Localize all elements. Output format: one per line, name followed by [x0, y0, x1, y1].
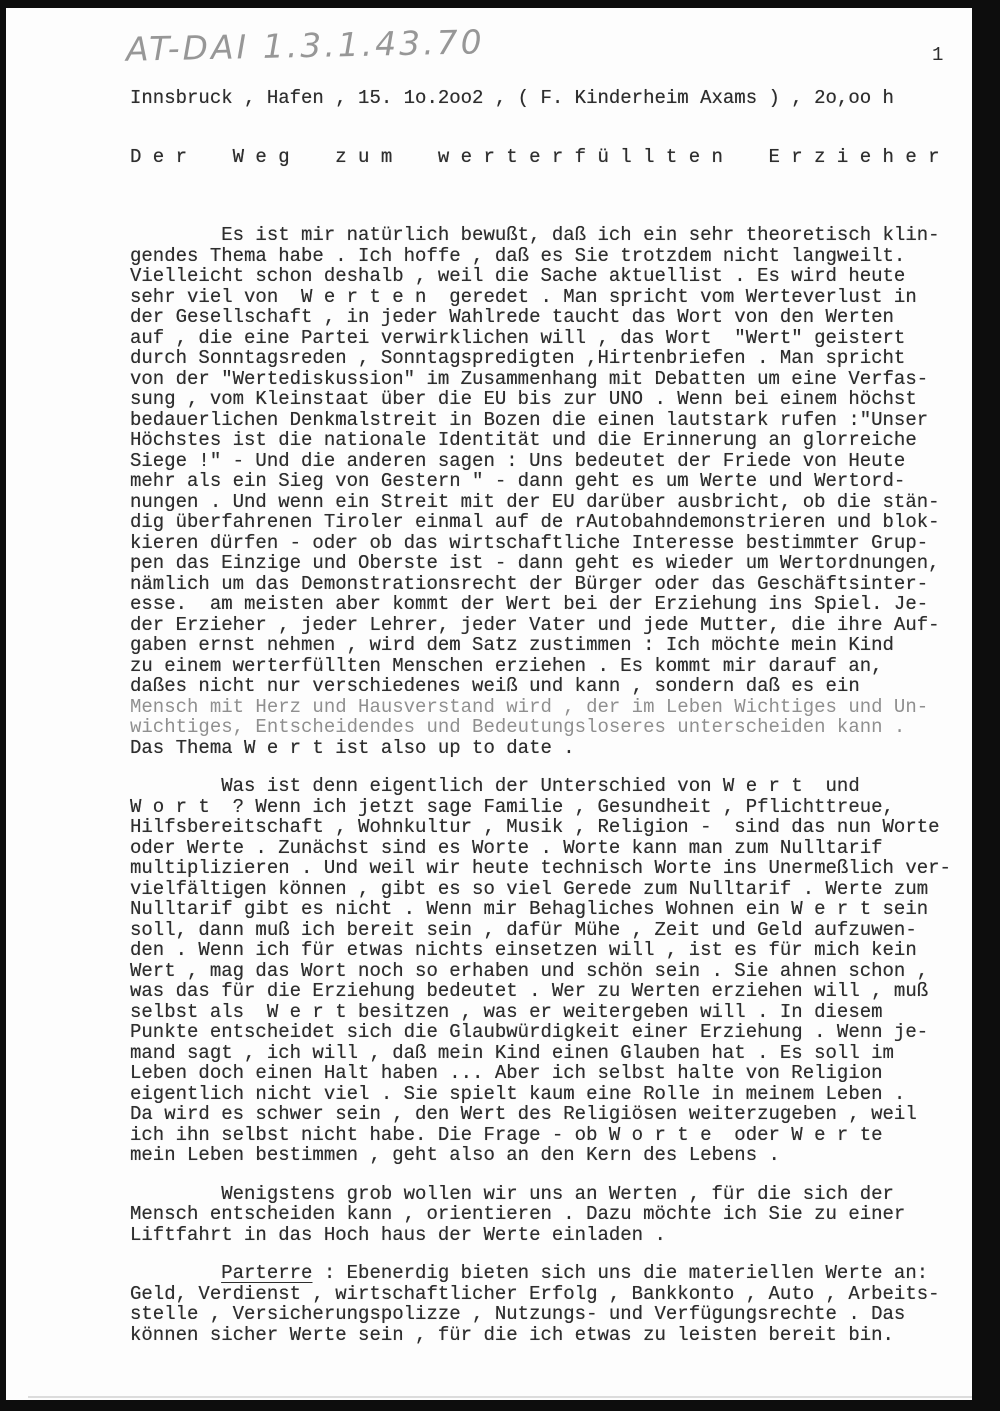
text-line: selbst als W e r t besitzen , was er weitergeben will . In diesem	[130, 1000, 883, 1023]
text-line: Liftfahrt in das Hoch haus der Werte einladen .	[130, 1223, 666, 1246]
text-line: sung , vom Kleinstaat über die EU bis zur UNO . Wenn bei einem höchst	[130, 388, 917, 410]
text-line: mehr als ein Sieg von Gestern " - dann geht es um Werte und Wertord-	[130, 470, 906, 492]
text-line: mein Leben bestimmen , geht also an den Kern des Lebens .	[130, 1144, 780, 1166]
text-line: Hilfsbereitschaft , Wohnkultur , Musik , Religion - sind das nun Worte	[130, 816, 940, 838]
text-line: mand sagt , ich will , daß mein Kind einen Glauben hat . Es soll im	[130, 1041, 894, 1064]
text-line: Leben doch einen Halt haben ... Aber ich selbst halte von Religion	[130, 1062, 883, 1084]
text-line: von der "Wertediskussion" im Zusammenhang mit Debatten um eine Verfas-	[130, 367, 929, 390]
text-line: pen das Einzige und Oberste ist - dann geht es wieder um Wertordnungen,	[130, 552, 940, 574]
text-line: sehr viel von W e r t e n geredet . Man spricht vom Werteverlust in	[130, 285, 917, 308]
text-line: Vielleicht schon deshalb , weil die Sache aktuellist . Es wird heute	[130, 265, 906, 287]
text-line: Wenigstens grob wollen wir uns an Werten , für die sich der	[130, 1182, 894, 1205]
text-line: Parterre : Ebenerdig bieten sich uns die materiellen Werte an:	[221, 1262, 929, 1284]
text-line: Siege !" - Und die anderen sagen : Uns bedeutet der Friede von Heute	[130, 449, 906, 472]
text-line: bedauerlichen Denkmalstreit in Bozen die einen lautstark rufen :"Unser	[130, 408, 929, 431]
scan-border-bottom	[0, 1400, 1000, 1411]
text-line: Da wird es schwer sein , den Wert des Religiösen weiterzugeben , weil	[130, 1103, 917, 1125]
scan-border-top	[0, 0, 1000, 8]
document-body	[130, 225, 978, 1345]
text-line: der Gesellschaft , in jeder Wahlrede taucht das Wort von den Werten	[130, 306, 894, 328]
text-line: zu einem werterfüllten Menschen erziehen . Es kommt mir darauf an,	[130, 654, 883, 677]
text-line: Geld, Verdienst , wirtschaftlicher Erfolg , Bankkonto , Auto , Arbeits-	[130, 1282, 940, 1305]
text-line: gendes Thema habe . Ich hoffe , daß es Sie trotzdem nicht langweilt.	[130, 244, 906, 267]
text-line: esse. am meisten aber kommt der Wert bei der Erziehung ins Spiel. Je-	[130, 593, 929, 615]
text-line: Höchstes ist die nationale Identität und die Erinnerung an glorreiche	[130, 429, 917, 451]
text-line: Nulltarif gibt es nicht . Wenn mir Behagliches Wohnen ein W e r t sein	[130, 898, 929, 920]
text-line: soll, dann muß ich bereit sein , dafür Mühe , Zeit und Geld aufzuwen-	[130, 918, 917, 941]
text-line: stelle , Versicherungspolizze , Nutzungs- und Verfügungsrechte . Das	[130, 1303, 906, 1325]
text-line: Mensch mit Herz und Hausverstand wird , der im Leben Wichtiges und Un-	[130, 695, 929, 718]
paragraph	[130, 225, 978, 758]
document-header: Innsbruck , Hafen , 15. 1o.2oo2 , ( F. Kinderheim Axams ) , 2o,oo h	[130, 87, 894, 109]
text-line: W o r t ? Wenn ich jetzt sage Familie , Gesundheit , Pflichttreue,	[130, 795, 894, 818]
text-line: Was ist denn eigentlich der Unterschied von W e r t und	[130, 775, 860, 797]
text-line: multiplizieren . Und weil wir heute technisch Worte ins Unermeßlich ver-	[130, 857, 951, 879]
document-title: D e r W e g z u m w e r t e r f ü l l t e n E r z i e h e r	[130, 146, 940, 168]
text-line: was das für die Erziehung bedeutet . Wer zu Werten erziehen will , muß	[130, 980, 929, 1002]
underlined-word: Parterre	[221, 1262, 313, 1284]
text-line: nungen . Und wenn ein Streit mit der EU darüber ausbricht, ob die stän-	[130, 490, 940, 513]
text-line: den . Wenn ich für etwas nichts einsetzen will , ist es für mich kein	[130, 939, 917, 961]
text-line: eigentlich nicht viel . Sie spielt kaum eine Rolle in meinem Leben .	[130, 1082, 906, 1105]
text-line: durch Sonntagsreden , Sonntagspredigten ,Hirtenbriefen . Man spricht	[130, 347, 906, 369]
text-line: nämlich um das Demonstrationsrecht der Bürger oder das Geschäftsinter-	[130, 572, 929, 595]
text-line: daßes nicht nur verschiedenes weiß und kann , sondern daß es ein	[130, 675, 860, 697]
text-line: vielfältigen können , gibt es so viel Gerede zum Nulltarif . Werte zum	[130, 877, 929, 900]
page-number: 1	[932, 44, 944, 66]
text-line: oder Werte . Zunächst sind es Worte . Worte kann man zum Nulltarif	[130, 836, 883, 859]
handwritten-archive-annotation: AT-DAI 1.3.1.43.70	[125, 22, 486, 69]
text-line: wichtiges, Entscheidendes und Bedeutungsloseres unterscheiden kann .	[130, 716, 906, 738]
text-line: ich ihn selbst nicht habe. Die Frage - ob W o r t e oder W e r te	[130, 1123, 883, 1146]
text-line: Mensch entscheiden kann , orientieren . Dazu möchte ich Sie zu einer	[130, 1203, 906, 1225]
text-line: können sicher Werte sein , für die ich etwas zu leisten bereit bin.	[130, 1323, 894, 1346]
text-line: Das Thema W e r t ist also up to date .	[130, 736, 575, 759]
text-line: der Erzieher , jeder Lehrer, jeder Vater und jede Mutter, die ihre Auf-	[130, 613, 940, 636]
scan-border-left	[0, 0, 6, 1411]
text-line: Punkte entscheidet sich die Glaubwürdigkeit einer Erziehung . Wenn je-	[130, 1021, 929, 1043]
scan-artifact-line	[28, 1396, 972, 1398]
paragraph	[130, 1263, 978, 1345]
text-line: dig überfahrenen Tiroler einmal auf de rAutobahndemonstrieren und blok-	[130, 511, 940, 533]
text-line: gaben ernst nehmen , wird dem Satz zustimmen : Ich möchte mein Kind	[130, 634, 894, 656]
text-line: kieren dürfen - oder ob das wirtschaftliche Interesse bestimmter Grup-	[130, 531, 929, 554]
text-line: auf , die eine Partei verwirklichen will , das Wort "Wert" geistert	[130, 326, 906, 349]
paragraph	[130, 1184, 978, 1246]
text-line: Wert , mag das Wort noch so erhaben und schön sein . Sie ahnen schon ,	[130, 959, 929, 982]
paragraph	[130, 776, 978, 1166]
text-line: Es ist mir natürlich bewußt, daß ich ein sehr theoretisch klin-	[130, 224, 940, 246]
